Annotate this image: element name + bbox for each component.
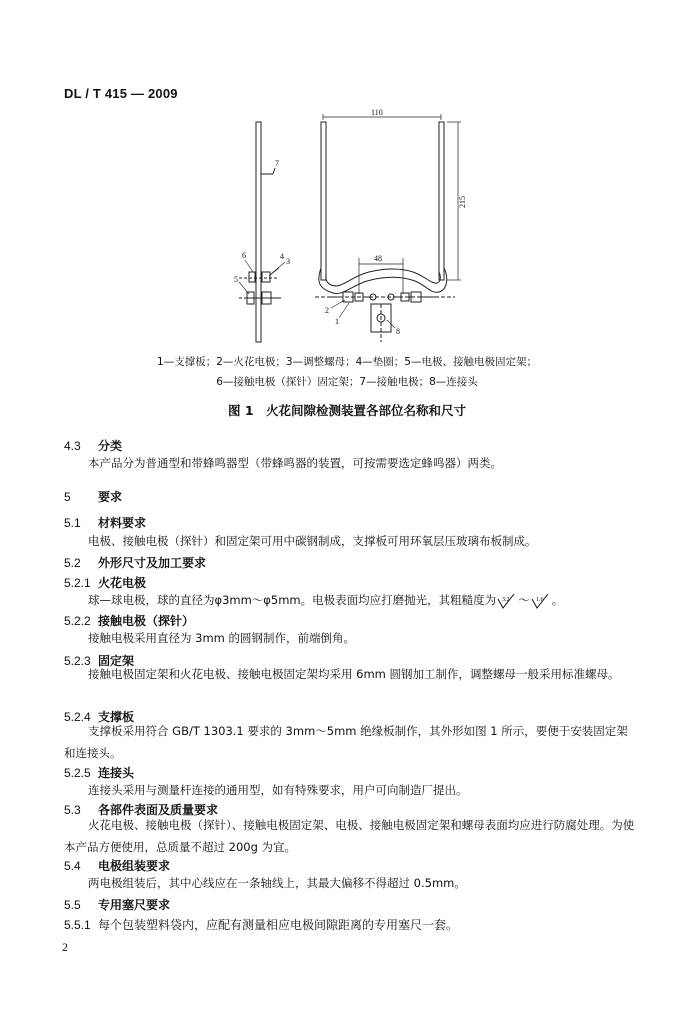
heading-5-2: 5.2 外形尺寸及加工要求 — [64, 556, 207, 570]
para-5-2-4: 支撑板采用符合 GB/T 1303.1 要求的 3mm～5mm 绝缘板制作，其外形如图 1 所示，要便于安装固定架和连接头。 — [64, 724, 628, 760]
figure-legend-line-2: 6—接触电极（探针）固定架；7—接触电极；8—连接头 — [216, 376, 478, 388]
label-1: 1 — [335, 317, 339, 326]
front-view — [315, 122, 455, 342]
item-5-5-1: 5.5.1 每个包装塑料袋内，应配有测量相应电极间隙距离的专用塞尺一套。 — [64, 918, 459, 932]
figure-1-drawing — [225, 108, 485, 343]
para-5-2-2: 接触电极采用直径为 3mm 的圆钢制作，前端倒角。 — [88, 631, 356, 645]
heading-5-2-4: 5.2.4 支撑板 — [64, 710, 135, 724]
figure-legend-line-1: 1—支撑板；2—火花电极；3—调整螺母；4—垫圈；5—电极、接触电极固定架； — [157, 356, 537, 368]
heading-5-5: 5.5 专用塞尺要求 — [64, 898, 171, 912]
para-5-2-5: 连接头采用与测量杆连接的通用型，如有特殊要求，用户可向制造厂提出。 — [88, 783, 468, 797]
label-2: 2 — [325, 306, 329, 315]
heading-5-2-2: 5.2.2 接触电极（探针） — [64, 614, 195, 628]
standard-header: DL / T 415 — 2009 — [64, 86, 178, 101]
label-6: 6 — [242, 251, 246, 260]
para-4-3: 本产品分为普通型和带蜂鸣器型（带蜂鸣器的装置，可按需要选定蜂鸣器）两类。 — [88, 456, 502, 470]
heading-5-2-1: 5.2.1 火花电极 — [64, 576, 147, 590]
heading-4-3: 4.3 分类 — [64, 439, 123, 453]
dim-215: 215 — [458, 196, 467, 208]
figure-title: 图 1 火花间隙检测装置各部位名称和尺寸 — [227, 403, 467, 418]
page-number: 2 — [62, 940, 68, 954]
para-5-3: 火花电极、接触电极（探针）、接触电极固定架、电极、接触电极固定架和螺母表面均应进行防腐处理。为使本产品方便使用，总质量不超过 200g 为宜。 — [64, 818, 635, 854]
label-4: 4 — [280, 252, 284, 261]
heading-5-1: 5.1 材料要求 — [64, 516, 147, 530]
para-5-1: 电极、接触电极（探针）和固定架可用中碳钢制成，支撑板可用环氧层压玻璃布板制成。 — [88, 534, 537, 548]
para-5-4: 两电极组装后，其中心线应在一条轴线上，其最大偏移不得超过 0.5mm。 — [88, 876, 466, 890]
heading-5-2-3: 5.2.3 固定架 — [64, 654, 135, 668]
para-5-2-3: 接触电极固定架和火花电极、接触电极固定架均采用 6mm 圆钢加工制作，调整螺母一般采用标准螺母。 — [88, 667, 620, 681]
heading-5: 5 要求 — [64, 490, 123, 504]
label-8: 8 — [396, 327, 400, 336]
heading-5-2-5: 5.2.5 连接头 — [64, 766, 135, 780]
svg-text:1.6: 1.6 — [535, 596, 544, 603]
svg-text:3.2: 3.2 — [502, 596, 510, 603]
roughness-symbol-1 — [496, 593, 518, 609]
heading-5-4: 5.4 电极组装要求 — [64, 859, 171, 873]
label-5: 5 — [234, 275, 238, 284]
label-7: 7 — [275, 159, 279, 168]
roughness-symbol-2 — [530, 593, 552, 609]
para-5-2-1: 球—球电极，球的直径为φ3mm～φ5mm。电极表面均应打磨抛光，其粗糙度为 3.2 ～ 1.6 。 — [88, 593, 564, 607]
heading-5-3: 5.3 各部件表面及质量要求 — [64, 803, 219, 817]
label-3: 3 — [286, 257, 290, 266]
dim-48: 48 — [374, 254, 382, 263]
dim-110: 110 — [371, 108, 383, 117]
side-view — [239, 122, 281, 342]
